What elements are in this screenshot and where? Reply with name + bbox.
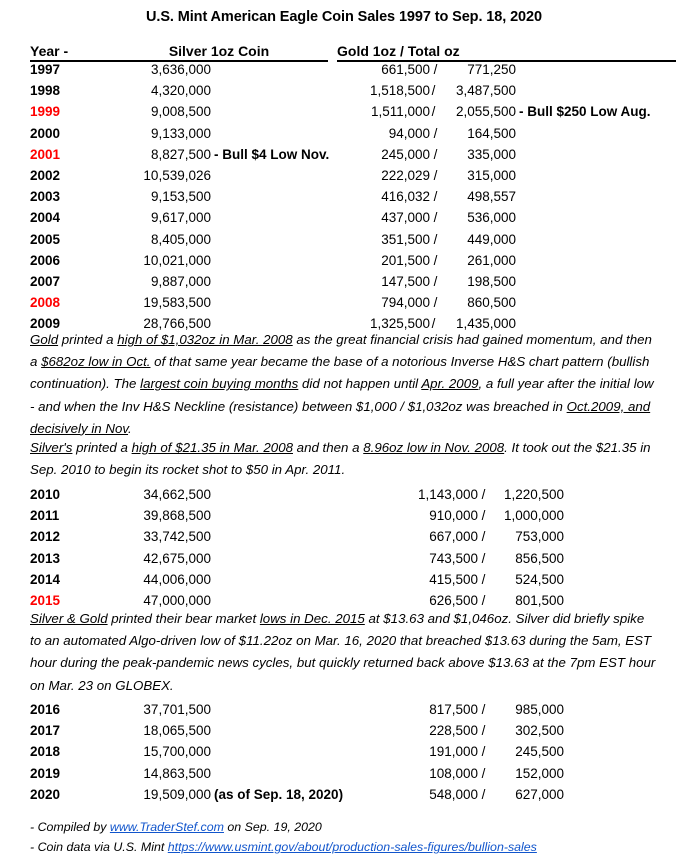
cell-silver-coins: 28,766,500	[143, 316, 211, 332]
cell-silver-coins: 10,539,026	[143, 167, 211, 183]
cell-silver-coins: 8,827,500	[150, 146, 211, 162]
table-row	[0, 551, 688, 572]
table-row	[0, 232, 688, 253]
cell-gold-note: - Bull $250 Low Aug.	[519, 104, 651, 120]
traderstef-link[interactable]: www.TraderStef.com	[109, 820, 224, 834]
cell-silver-coins: 33,742,500	[143, 529, 211, 545]
cell-silver-coins: 9,153,500	[150, 189, 211, 205]
cell-gold-coins: 667,000	[429, 529, 478, 545]
column-header-gold: Gold 1oz / Total oz	[337, 43, 676, 62]
column-header-silver: Silver 1oz Coin	[110, 43, 328, 62]
cell-year: 2009	[30, 316, 61, 332]
cell-gold-total-oz: 2,055,500	[455, 104, 516, 120]
table-row	[0, 104, 688, 125]
table-row	[0, 253, 688, 274]
cell-silver-coins: 34,662,500	[143, 487, 211, 502]
cell-year: 2008	[30, 295, 61, 311]
cell-gold-separator: /	[481, 744, 486, 760]
footer-line-compiled	[30, 818, 322, 837]
sales-table-1997-2009	[0, 62, 688, 337]
cell-gold-total-oz: 164,500	[467, 125, 516, 141]
cell-gold-total-oz: 801,500	[515, 592, 564, 608]
cell-year: 2015	[30, 592, 61, 608]
cell-year: 2002	[30, 167, 61, 183]
cell-gold-coins: 548,000	[429, 786, 478, 802]
cell-gold-coins: 245,000	[381, 146, 430, 162]
cell-gold-total-oz: 536,000	[467, 210, 516, 226]
cell-gold-coins: 626,500	[429, 592, 478, 608]
cell-year: 2005	[30, 231, 61, 247]
cell-gold-total-oz: 856,500	[515, 550, 564, 566]
cell-gold-coins: 794,000	[381, 295, 430, 311]
cell-gold-total-oz: 449,000	[467, 231, 516, 247]
cell-gold-total-oz: 261,000	[467, 252, 516, 268]
cell-silver-coins: 9,008,500	[150, 104, 211, 120]
cell-gold-total-oz: 315,000	[467, 167, 516, 183]
cell-gold-separator: /	[481, 550, 486, 566]
table-row	[0, 787, 688, 808]
cell-gold-separator: /	[433, 231, 438, 247]
table-row	[0, 147, 688, 168]
usmint-link[interactable]: https://www.usmint.gov/about/production-sales-figures/bullion-sales	[167, 840, 537, 854]
cell-gold-separator: /	[433, 146, 438, 162]
cell-year: 2006	[30, 252, 61, 268]
cell-year: 2007	[30, 273, 61, 289]
cell-gold-total-oz: 1,220,500	[503, 487, 564, 502]
cell-year: 2017	[30, 723, 61, 739]
table-row	[0, 723, 688, 744]
cell-silver-coins: 47,000,000	[143, 592, 211, 608]
cell-year: 1999	[30, 104, 61, 120]
cell-gold-separator: /	[433, 167, 438, 183]
cell-gold-total-oz: 771,250	[467, 62, 516, 77]
cell-year: 1998	[30, 83, 61, 99]
cell-gold-separator: /	[431, 316, 436, 332]
table-row	[0, 572, 688, 593]
cell-silver-coins: 14,863,500	[143, 765, 211, 781]
column-header-year: Year -	[30, 43, 110, 62]
cell-year: 2001	[30, 146, 61, 162]
cell-year: 2011	[30, 508, 60, 524]
cell-year: 2004	[30, 210, 61, 226]
cell-gold-separator: /	[431, 104, 436, 120]
cell-gold-separator: /	[481, 508, 486, 524]
cell-gold-total-oz: 1,435,000	[455, 316, 516, 332]
cell-silver-coins: 3,636,000	[150, 62, 211, 77]
cell-year: 2000	[30, 125, 61, 141]
table-row	[0, 295, 688, 316]
cell-silver-coins: 44,006,000	[143, 571, 211, 587]
table-row	[0, 529, 688, 550]
cell-gold-separator: /	[431, 83, 436, 99]
cell-gold-total-oz: 335,000	[467, 146, 516, 162]
cell-gold-separator: /	[481, 592, 486, 608]
cell-year: 2016	[30, 702, 61, 717]
cell-silver-coins: 39,868,500	[143, 508, 211, 524]
cell-year: 1997	[30, 62, 61, 77]
cell-gold-coins: 1,143,000	[417, 487, 478, 502]
cell-gold-separator: /	[481, 702, 486, 717]
cell-silver-coins: 4,320,000	[150, 83, 211, 99]
gold-commentary-paragraph: Gold printed a high of $1,032oz in Mar. 2008 as the great financial crisis had gained momentum, and then a $682oz low in Oct. of that same year became the base of a notorious Inverse H&S chart pattern (bullish continuation). The largest coin buying months did not happen until Apr. 2009, a full year after the initial low - and when the Inv H&S Neckline (resistance) between $1,000 / $1,032oz was breached in Oct.2009, and decisively in Nov.	[30, 332, 654, 436]
cell-silver-note: - Bull $4 Low Nov.	[214, 146, 330, 162]
cell-gold-separator: /	[433, 62, 438, 77]
table-row	[0, 487, 688, 508]
cell-gold-total-oz: 245,500	[515, 744, 564, 760]
cell-gold-coins: 147,500	[381, 273, 430, 289]
cell-gold-total-oz: 152,000	[515, 765, 564, 781]
cell-gold-coins: 415,500	[429, 571, 478, 587]
footer-compiled-suffix: on Sep. 19, 2020	[223, 820, 322, 834]
cell-gold-coins: 191,000	[429, 744, 478, 760]
cell-silver-note: (as of Sep. 18, 2020)	[214, 786, 344, 802]
cell-gold-separator: /	[433, 252, 438, 268]
cell-gold-coins: 351,500	[381, 231, 430, 247]
cell-gold-total-oz: 3,487,500	[455, 83, 516, 99]
cell-gold-coins: 437,000	[381, 210, 430, 226]
cell-gold-coins: 910,000	[429, 508, 478, 524]
cell-silver-coins: 42,675,000	[143, 550, 211, 566]
cell-gold-separator: /	[481, 487, 486, 502]
cell-silver-coins: 9,617,000	[150, 210, 211, 226]
cell-year: 2012	[30, 529, 61, 545]
cell-silver-coins: 15,700,000	[143, 744, 211, 760]
cell-gold-coins: 1,325,500	[369, 316, 430, 332]
cell-silver-coins: 18,065,500	[143, 723, 211, 739]
cell-gold-separator: /	[433, 210, 438, 226]
table-row	[0, 210, 688, 231]
bear-market-commentary-paragraph: Silver & Gold printed their bear market lows in Dec. 2015 at $13.63 and $1,046oz. Silver did briefly spike to an automated Algo-driven low of $11.22oz on Mar. 16, 2020 that breached $13.63 during the 5am, EST hour during the peak-pandemic news cycles, but quickly returned back above $13.63 at the 7pm EST hour on Mar. 23 on GLOBEX.	[30, 611, 656, 693]
cell-gold-total-oz: 1,000,000	[503, 508, 564, 524]
table-row	[0, 168, 688, 189]
cell-gold-coins: 661,500	[381, 62, 430, 77]
cell-silver-coins: 10,021,000	[143, 252, 211, 268]
cell-gold-separator: /	[433, 273, 438, 289]
cell-year: 2014	[30, 571, 61, 587]
table-row	[0, 126, 688, 147]
cell-gold-separator: /	[433, 295, 438, 311]
cell-gold-separator: /	[433, 125, 438, 141]
cell-gold-coins: 416,032	[381, 189, 430, 205]
cell-gold-coins: 1,511,000	[370, 104, 430, 120]
cell-year: 2010	[30, 487, 61, 502]
cell-gold-total-oz: 498,557	[467, 189, 516, 205]
cell-gold-coins: 743,500	[429, 550, 478, 566]
cell-gold-separator: /	[481, 765, 486, 781]
cell-gold-total-oz: 985,000	[515, 702, 564, 717]
cell-gold-total-oz: 860,500	[467, 295, 516, 311]
cell-gold-separator: /	[481, 571, 486, 587]
silver-commentary-paragraph: Silver's printed a high of $21.35 in Mar. 2008 and then a 8.96oz low in Nov. 2008. It took out the $21.35 in Sep. 2010 to begin its rocket shot to $50 in Apr. 2011.	[30, 440, 651, 478]
cell-gold-coins: 108,000	[429, 765, 478, 781]
table-row	[0, 744, 688, 765]
table-row	[0, 189, 688, 210]
cell-year: 2013	[30, 550, 61, 566]
cell-silver-coins: 37,701,500	[143, 702, 211, 717]
footer-line-source	[30, 838, 537, 857]
table-row	[0, 702, 688, 723]
cell-silver-coins: 8,405,000	[150, 231, 211, 247]
cell-gold-coins: 222,029	[381, 167, 430, 183]
cell-gold-total-oz: 198,500	[467, 273, 516, 289]
table-row	[0, 83, 688, 104]
cell-gold-coins: 817,500	[429, 702, 478, 717]
cell-gold-separator: /	[481, 786, 486, 802]
cell-gold-coins: 201,500	[381, 252, 430, 268]
cell-gold-total-oz: 753,000	[515, 529, 564, 545]
cell-gold-coins: 1,518,500	[369, 83, 430, 99]
cell-silver-coins: 9,887,000	[150, 273, 211, 289]
footer-source-prefix: - Coin data via U.S. Mint	[30, 840, 168, 854]
sales-table-2016-2020	[0, 702, 688, 808]
cell-silver-coins: 19,509,000	[143, 786, 211, 802]
table-row	[0, 274, 688, 295]
cell-gold-separator: /	[481, 723, 486, 739]
cell-gold-total-oz: 302,500	[515, 723, 564, 739]
table-row	[0, 508, 688, 529]
cell-silver-coins: 19,583,500	[143, 295, 211, 311]
cell-gold-coins: 94,000	[388, 125, 430, 141]
cell-gold-separator: /	[481, 529, 486, 545]
cell-year: 2020	[30, 786, 61, 802]
cell-year: 2003	[30, 189, 61, 205]
table-row	[0, 766, 688, 787]
cell-gold-total-oz: 627,000	[515, 786, 564, 802]
table-row	[0, 62, 688, 83]
cell-gold-coins: 228,500	[429, 723, 478, 739]
footer-compiled-prefix: - Compiled by	[30, 820, 110, 834]
page-title: U.S. Mint American Eagle Coin Sales 1997 to Sep. 18, 2020	[146, 9, 542, 25]
sales-table-2010-2015	[0, 487, 688, 614]
cell-gold-total-oz: 524,500	[515, 571, 564, 587]
cell-year: 2018	[30, 744, 61, 760]
cell-gold-separator: /	[433, 189, 438, 205]
cell-year: 2019	[30, 765, 61, 781]
cell-silver-coins: 9,133,000	[150, 125, 211, 141]
